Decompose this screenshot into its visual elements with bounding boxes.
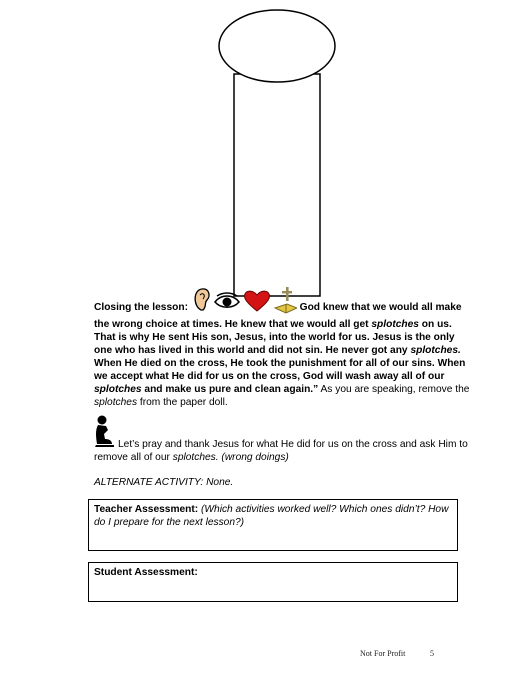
page-number: 5 [430,649,434,658]
closing-text-3: When He died on the cross, He took the punishment for all of our sins. When we accept what He did for us on the cross, God will wash away all of our [94,358,466,382]
ear-eye-heart-bible-icon [191,286,297,314]
prayer-paragraph [94,438,474,464]
splotches-word-1: splotches [371,319,419,330]
teacher-assessment-box [88,499,458,551]
student-assessment-box [88,562,458,602]
paper-doll-outline [218,8,336,298]
teacher-assessment-question: (Which activities worked well? Which ones didn’t? How do I prepare for the next lesson?) [94,504,449,528]
prayer-suffix: . (wrong doings) [215,452,289,463]
splotches-word-4: splotches [94,397,138,408]
closing-label: Closing the lesson: [94,302,188,313]
closing-text-1: God knew that we would all make the wrong choice at times. He knew that we would all get [94,302,462,330]
footer-text: Not For Profit [360,649,406,658]
closing-text-6: from the paper doll. [139,397,228,408]
closing-paragraph [94,286,474,409]
closing-text-4: and make us pure and clean again.” [144,384,319,395]
student-assessment-label: Student Assessment: [94,567,198,578]
splotches-word-3: splotches [94,384,142,395]
prayer-splotches-word: splotches [172,452,216,463]
senses-icons [191,286,297,318]
alternate-activity: ALTERNATE ACTIVITY: None. [94,477,234,488]
closing-text-2: on us. That is why He sent His son, Jesus, into the world for us. Jesus is the only one who has lived in this world and did not sin. He never got any [94,319,455,356]
closing-text-5: As you are speaking, remove the [320,384,470,395]
splotches-word-2: splotches. [410,345,461,356]
teacher-assessment-label: Teacher Assessment: [94,504,199,515]
prayer-text: Let’s pray and thank Jesus for what He did for us on the cross and ask Him to remove all of our [94,439,468,463]
